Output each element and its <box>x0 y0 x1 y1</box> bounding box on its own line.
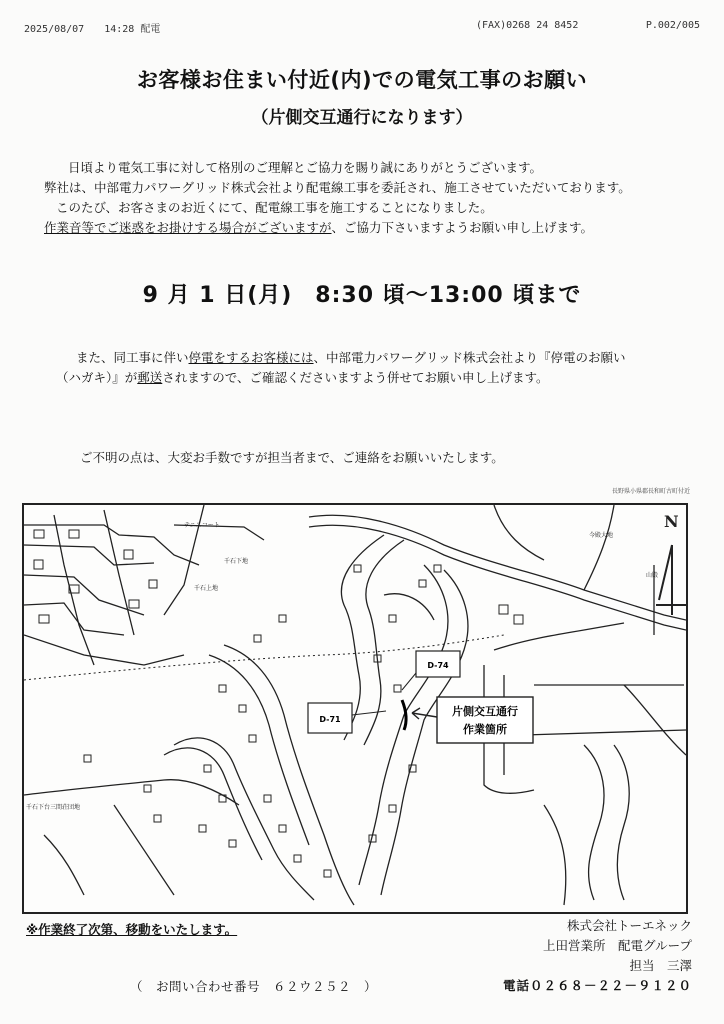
map-road <box>584 505 614 590</box>
footer-note: ※作業終了次第、移動をいたします。 <box>26 922 238 937</box>
map-building <box>69 530 79 538</box>
map-building <box>499 605 508 614</box>
map-building <box>394 685 401 692</box>
intro-paragraph <box>44 158 692 238</box>
outage-text-b: 、中部電力パワーグリッド株式会社より『停電のお願い <box>313 350 626 365</box>
map-road <box>224 645 354 905</box>
map-building <box>279 615 286 622</box>
map-label-3: 今殿大地 <box>589 532 614 539</box>
map-drawing <box>24 505 686 912</box>
map-road <box>164 748 262 860</box>
map-main-road-edge <box>309 525 686 630</box>
map-place-labels <box>26 522 658 811</box>
work-site-line-2: 作業箇所 <box>463 723 507 736</box>
intro-line-4 <box>44 218 692 238</box>
outage-text-a: また、同工事に伴い <box>76 350 189 365</box>
pole-d71 <box>308 703 386 733</box>
intro-line-3: このたび、お客さまのお近くにて、配電線工事を施工することになりました。 <box>56 200 493 215</box>
map-road <box>24 575 144 615</box>
map-building <box>34 530 44 538</box>
company-phone: 電話０２６８－２２－９１２０ <box>502 978 692 993</box>
map-building <box>354 565 361 572</box>
map-label-2: 千石上地 <box>194 585 219 592</box>
map-building <box>389 805 396 812</box>
map-building <box>254 635 261 642</box>
pole-d74 <box>402 651 460 690</box>
map-main-road <box>309 515 686 620</box>
outage-line-1 <box>56 348 696 368</box>
outage-text-d: されますので、ご確認くださいますよう併せてお願い申し上げます。 <box>162 370 549 385</box>
intro-line-4-rest: 、ご協力下さいますようお願い申し上げます。 <box>331 220 594 235</box>
map-label-4: 山殿 <box>646 572 659 579</box>
map-road <box>624 685 686 755</box>
work-site-box <box>437 697 533 743</box>
map-road <box>24 780 239 805</box>
inquiry-number: （ お問い合わせ番号 ６２ウ２５２ ） <box>130 979 378 994</box>
company-person: 担当 三澤 <box>629 958 692 973</box>
map-road <box>104 510 134 635</box>
map-road <box>174 738 314 900</box>
fax-page-number: P.002/005 <box>645 20 700 31</box>
map-building <box>34 560 43 569</box>
map-building <box>129 600 139 608</box>
page-subtitle: （片側交互通行になります） <box>251 108 473 128</box>
map-road <box>494 623 624 650</box>
work-site-marker <box>402 697 533 743</box>
map-building <box>124 550 133 559</box>
pole-d71-label: D-71 <box>319 715 341 724</box>
contact-note-text: ご不明の点は、大変お手数ですが担当者まで、ご連絡をお願いいたします。 <box>80 450 504 465</box>
map-building <box>149 580 157 588</box>
fax-number: (FAX)0268 24 8452 <box>476 20 579 31</box>
intro-underlined-text: 作業音等でご迷惑をお掛けする場合がございますが <box>44 220 332 235</box>
outage-text-c: （ハガキ）』が <box>56 370 138 385</box>
outage-paragraph <box>56 348 696 388</box>
map-road <box>614 745 629 900</box>
map-building <box>279 825 286 832</box>
map-road <box>524 730 686 735</box>
intro-line-1: 日頃より電気工事に対して格別のご理解とご協力を賜り誠にありがとうございます。 <box>68 160 543 175</box>
map-label-1: 千石下地 <box>224 558 249 565</box>
outage-underlined-1: 停電をするお客様には <box>188 350 314 365</box>
intro-line-2: 弊社は、中部電力パワーグリッド株式会社より配電線工事を委託され、施工させていただいております。 <box>44 180 631 195</box>
outage-underlined-2: 郵送 <box>137 370 163 385</box>
north-label: N <box>664 512 679 531</box>
pole-d74-leader <box>402 673 416 690</box>
work-area-map <box>22 503 688 914</box>
map-road <box>114 805 174 895</box>
map-building <box>264 795 271 802</box>
map-building <box>154 815 161 822</box>
company-office: 上田営業所 配電グループ <box>542 938 692 953</box>
map-road <box>359 565 448 885</box>
fax-datetime: 2025/08/07 14:28 配電 <box>24 24 161 35</box>
map-building <box>84 755 91 762</box>
map-building <box>294 855 301 862</box>
map-building <box>419 580 426 587</box>
fax-header <box>24 20 700 34</box>
map-building <box>39 615 49 623</box>
north-arrow-icon <box>656 545 686 615</box>
work-schedule: 9 月 1 日(月) 8:30 頃～13:00 頃まで <box>142 283 582 308</box>
map-building <box>434 565 441 572</box>
company-info <box>503 916 692 996</box>
map-road <box>364 540 404 745</box>
map-building <box>229 840 236 847</box>
map-building <box>204 765 211 772</box>
map-road <box>584 745 604 900</box>
outage-line-2 <box>56 368 696 388</box>
map-road <box>24 635 184 665</box>
map-building <box>239 705 246 712</box>
map-building <box>144 785 151 792</box>
north-arrow <box>656 512 686 615</box>
map-caption: 長野県小県郡長和町古町付近 <box>611 488 690 495</box>
map-label-5: 千石下台三間荘団地 <box>26 804 81 811</box>
page-title: お客様お住まい付近(内)での電気工事のお願い <box>136 68 588 92</box>
work-site-arrow-icon <box>412 708 437 719</box>
work-site-line-1: 片側交互通行 <box>452 705 518 718</box>
map-building <box>389 615 396 622</box>
company-name: 株式会社トーエネック <box>566 918 692 933</box>
map-road <box>494 505 544 560</box>
map-building <box>324 870 331 877</box>
map-building <box>219 685 226 692</box>
map-label-tennis: テニスコート <box>184 522 220 529</box>
map-building <box>199 825 206 832</box>
map-road <box>384 594 434 620</box>
map-building <box>514 615 523 624</box>
map-road <box>44 835 84 895</box>
pole-d74-label: D-74 <box>427 661 449 670</box>
map-building <box>249 735 256 742</box>
contact-note <box>80 448 720 468</box>
map-road <box>544 805 566 905</box>
